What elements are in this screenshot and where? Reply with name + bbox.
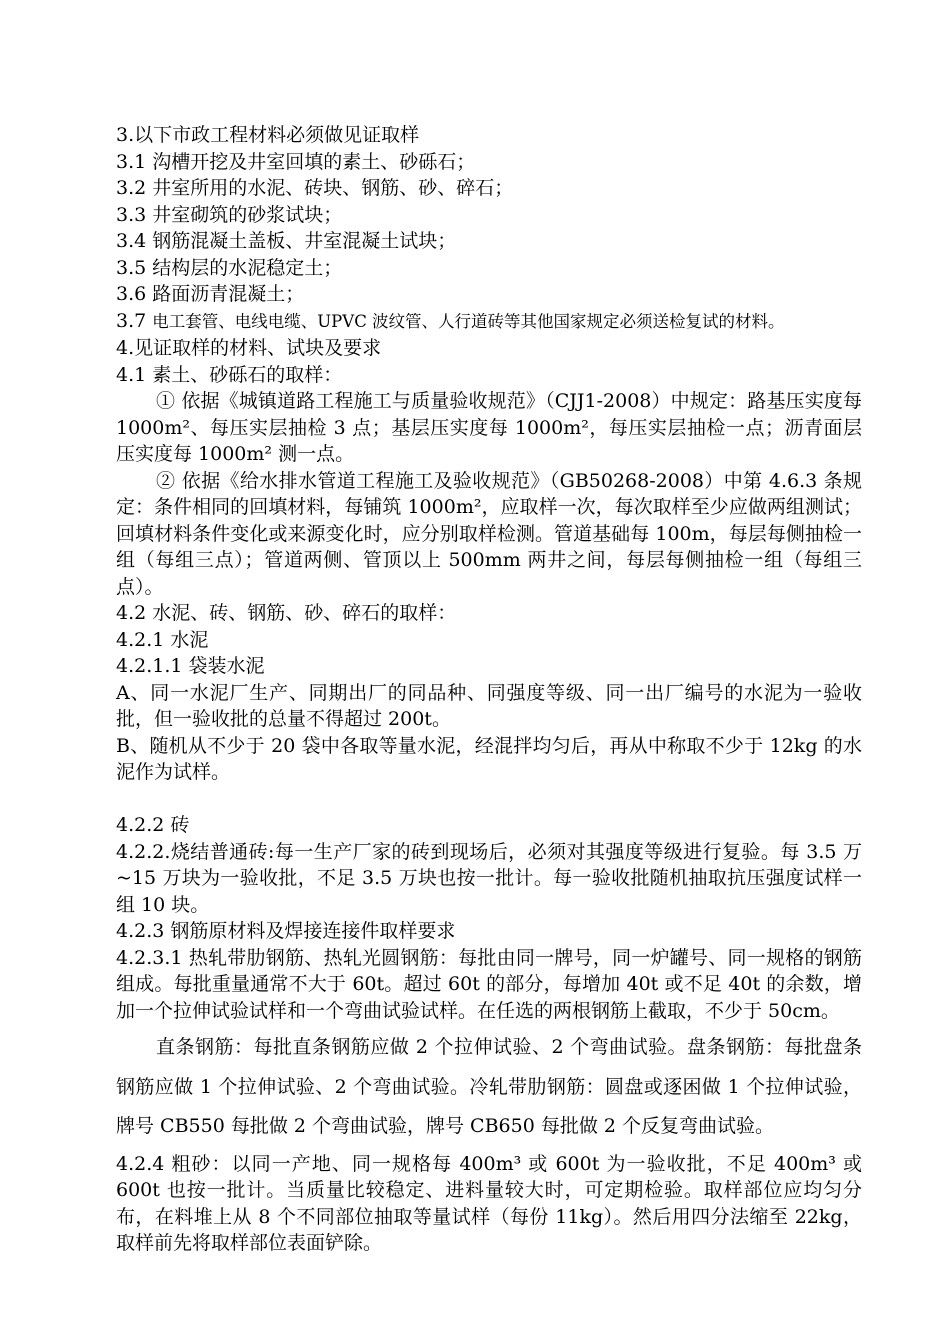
list-item-3-2: 3.2 井室所用的水泥、砖块、钢筋、砂、碎石； xyxy=(116,177,514,199)
list-item-3-4: 3.4 钢筋混凝土盖板、井室混凝土试块； xyxy=(116,230,457,252)
subsection-4-2-1-heading: 4.2.1 水泥 xyxy=(116,628,209,651)
document-page xyxy=(116,122,862,1257)
list-item-3-7-number: 3.7 xyxy=(116,309,147,332)
blank-line xyxy=(116,786,862,813)
subsection-4-2-2-heading: 4.2.2 砖 xyxy=(116,814,190,836)
section-4-heading: 4.见证取样的材料、试块及要求 xyxy=(116,337,382,359)
subsection-4-2-3-heading: 4.2.3 钢筋原材料及焊接连接件取样要求 xyxy=(116,920,456,942)
paragraph-4-1-a: ① 依据《城镇道路工程施工与质量验收规范》（CJJ1-2008）中规定：路基压实度每 1000m²、每压实层抽检 3 点；基层压实度每 1000m²，每压实层抽检一点；沥青面层压实度每 1000m² 测一点。 xyxy=(116,390,862,465)
paragraph-straight-bars: 直条钢筋：每批直条钢筋应做 2 个拉伸试验、2 个弯曲试验。盘条钢筋：每批盘条钢筋应做 1 个拉伸试验、2 个弯曲试验。冷轧带肋钢筋：圆盘或逐困做 1 个拉伸试验，牌号 CB550 每批做 2 个弯曲试验，牌号 CB650 每批做 2 个反复弯曲试验。 xyxy=(116,1036,862,1137)
list-item-3-1: 3.1 沟槽开挖及井室回填的素土、砂砾石； xyxy=(116,150,476,173)
paragraph-4-1-b: ② 依据《给水排水管道工程施工及验收规范》（GB50268-2008）中第 4.6.3 条规定：条件相同的回填材料，每铺筑 1000m²，应取样一次，每次取样至少应做两组测试；回填材料条件变化或来源变化时，应分别取样检测。管道基础每 100m，每层每侧抽检一组（每组三点）；管道两侧、管顶以上 500mm 两井之间，每层每侧抽检一组（每组三点）。 xyxy=(116,469,862,598)
paragraph-b: B、随机从不少于 20 袋中各取等量水泥，经混拌均匀后，再从中称取不少于 12kg 的水泥作为试样。 xyxy=(116,734,862,783)
paragraph-4-2-2: 4.2.2.烧结普通砖:每一生产厂家的砖到现场后，必须对其强度等级进行复验。每 3.5 万~15 万块为一验收批，不足 3.5 万块也按一批计。每一验收批随机抽取抗压强度试样一组 10 块。 xyxy=(116,840,862,916)
list-item-3-3: 3.3 井室砌筑的砂浆试块； xyxy=(116,203,343,226)
subsection-4-2-1-1-heading: 4.2.1.1 袋装水泥 xyxy=(116,655,265,677)
section-3-heading: 3.以下市政工程材料必须做见证取样 xyxy=(116,124,420,146)
paragraph-4-2-3-1: 4.2.3.1 热轧带肋钢筋、热轧光圆钢筋：每批由同一牌号，同一炉罐号、同一规格的钢筋组成。每批重量通常不大于 60t。超过 60t 的部分，每增加 40t 或不足 40t 的余数，增加一个拉伸试验试样和一个弯曲试验试样。在任选的两根钢筋上截取，不少于 50cm。 xyxy=(116,946,862,1022)
paragraph-a: A、同一水泥厂生产、同期出厂的同品种、同强度等级、同一出厂编号的水泥为一验收批，但一验收批的总量不得超过 200t。 xyxy=(116,681,862,730)
list-item-3-7-text: 电工套管、电线电缆、UPVC 波纹管、人行道砖等其他国家规定必须送检复试的材料。 xyxy=(152,311,785,331)
list-item-3-6: 3.6 路面沥青混凝土； xyxy=(116,283,305,305)
list-item-3-7 xyxy=(116,308,862,336)
paragraph-4-2-4: 4.2.4 粗砂：以同一产地、同一规格每 400m³ 或 600t 为一验收批，不足 400m³ 或 600t 也按一批计。当质量比较稳定、进料量较大时，可定期检验。取样部位应均匀分布，在料堆上从 8 个不同部位抽取等量试样（每份 11kg）。然后用四分法缩至 22kg，取样前先将取样部位表面铲除。 xyxy=(116,1152,862,1254)
subsection-4-2-heading: 4.2 水泥、砖、钢筋、砂、碎石的取样： xyxy=(116,602,457,624)
subsection-4-1-heading: 4.1 素土、砂砾石的取样： xyxy=(116,363,343,386)
list-item-3-5: 3.5 结构层的水泥稳定土； xyxy=(116,256,343,279)
